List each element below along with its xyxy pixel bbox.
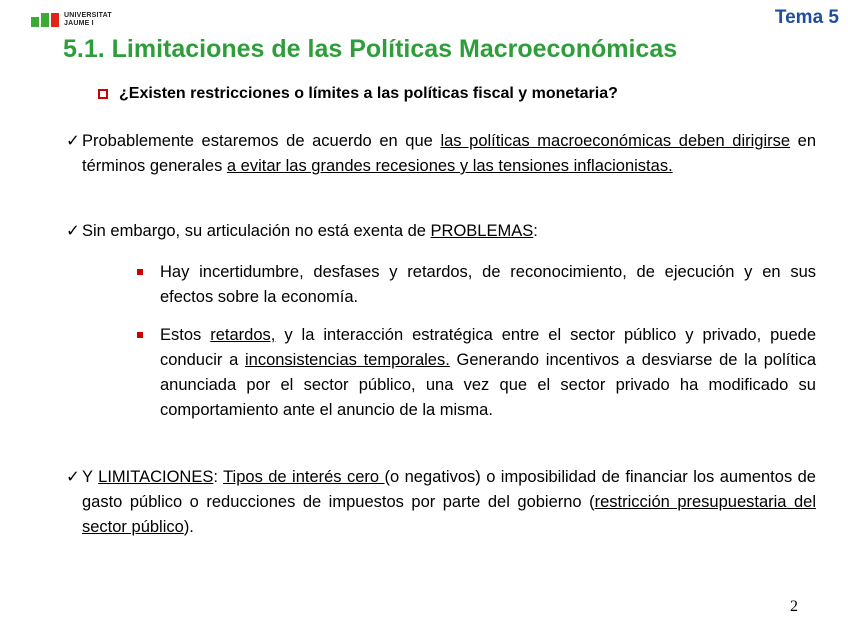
- page-number: 2: [790, 598, 798, 615]
- checkbox-square-icon: [98, 89, 108, 99]
- checkmark-icon: ✓: [66, 222, 80, 240]
- question-line: [98, 85, 618, 103]
- square-bullet-icon: [137, 332, 143, 338]
- sub-point-1: Hay incertidumbre, desfases y retardos, de reconocimiento, de ejecución y en sus efectos sobre la economía.: [160, 260, 816, 310]
- point-2: ✓ Sin embargo, su articulación no está exenta de PROBLEMAS:: [82, 219, 816, 244]
- topic-label: Tema 5: [774, 7, 839, 28]
- question-text: ¿Existen restricciones o límites a las políticas fiscal y monetaria?: [119, 85, 618, 102]
- checkmark-icon: ✓: [66, 132, 80, 150]
- point-3: ✓ Y LIMITACIONES: Tipos de interés cero (o negativos) o imposibilidad de financiar los aumentos de gasto público o reducciones de impuestos por parte del gobierno (restricción presupuestaria del sector público).: [82, 465, 816, 540]
- uji-logo-icon: [31, 13, 59, 27]
- university-logo: [31, 12, 112, 28]
- checkmark-icon: ✓: [66, 468, 80, 486]
- slide-title: 5.1. Limitaciones de las Políticas Macroeconómicas: [63, 35, 678, 63]
- logo-text: UNIVERSITAT JAUME I: [64, 12, 112, 27]
- point-1: ✓ Probablemente estaremos de acuerdo en que las políticas macroeconómicas deben dirigirse en términos generales a evitar las grandes recesiones y las tensiones inflacionistas.: [82, 129, 816, 179]
- sub-point-2: Estos retardos, y la interacción estratégica entre el sector público y privado, puede conducir a inconsistencias temporales. Generando incentivos a desviarse de la política anunciada por el sector público, una vez que el sector privado ha modificado su comportamiento ante el anuncio de la misma.: [160, 323, 816, 423]
- square-bullet-icon: [137, 269, 143, 275]
